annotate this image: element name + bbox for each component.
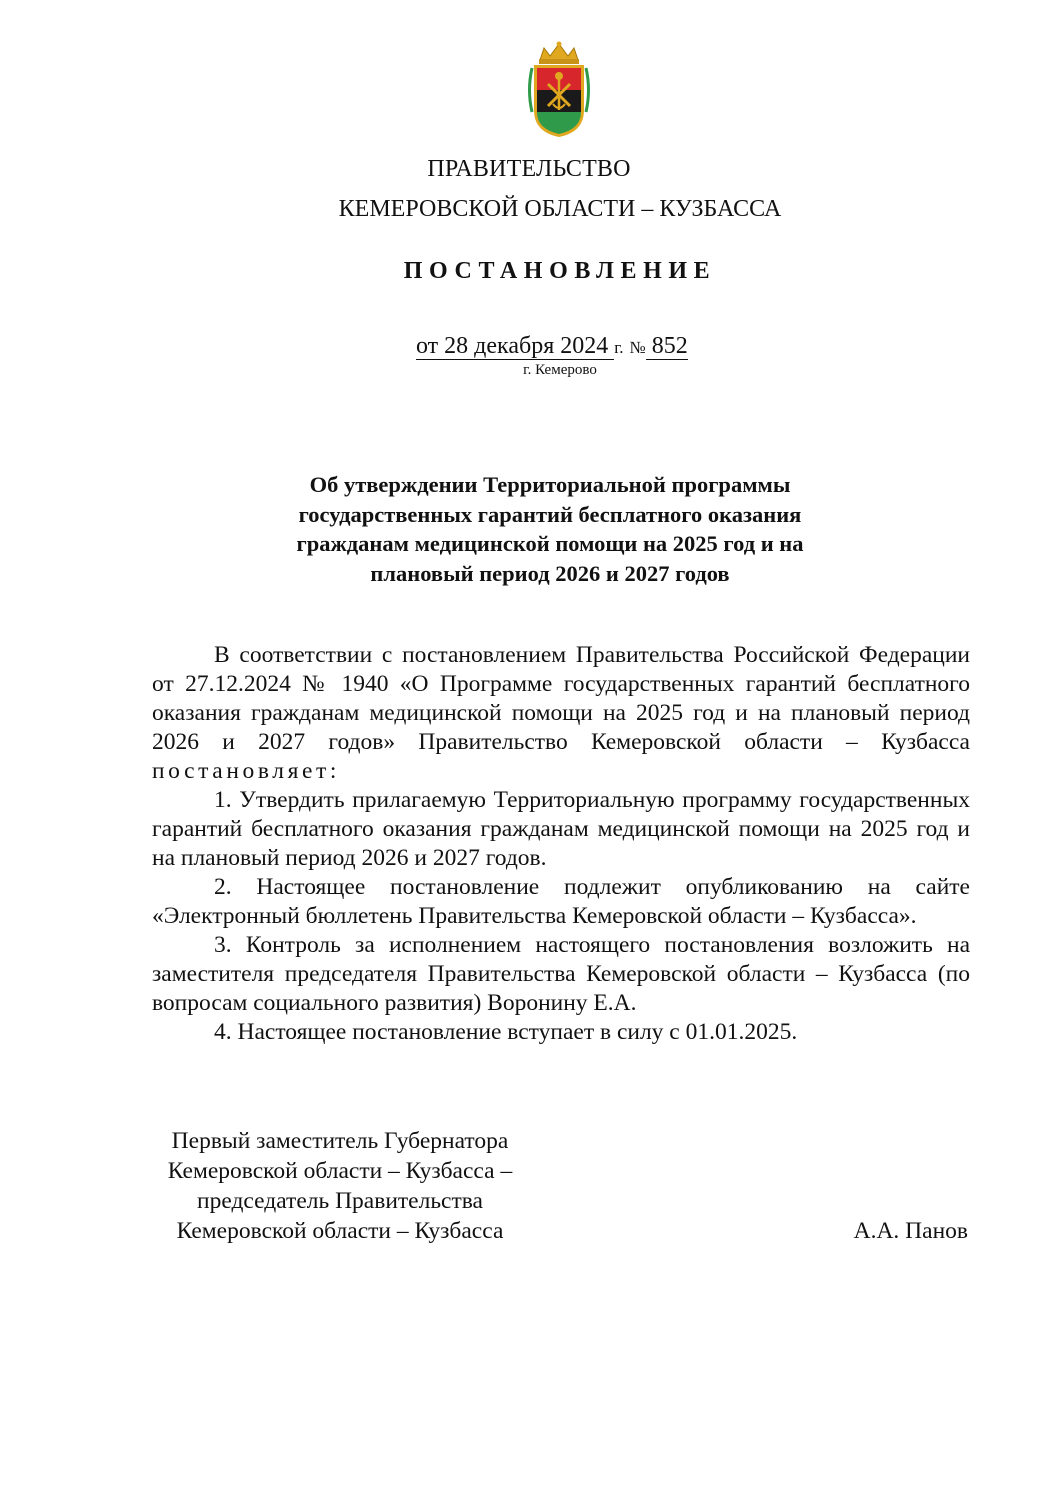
date-number-line	[416, 331, 688, 363]
signatory-name: А.А. Панов	[853, 1218, 968, 1244]
date-field	[416, 333, 614, 360]
decree-item-3: 3. Контроль за исполнением настоящего постановления возложить на заместителя председателя Правительства Кемеровской области – Кузбасса (по вопросам социального развития) Воронину Е.А.	[152, 932, 970, 1016]
title-line: Об утверждении Территориальной программы	[309, 472, 791, 497]
preamble-text: В соответствии с постановлением Правительства Российской Федерации от 27.12.2024 № 1940 «О Программе государственных гарантий бесплатного оказания гражданам медицинской помощи на 2025 год и на плановый период 2026 и 2027 годов» Правительство Кемеровской области – Кузбасса	[152, 642, 970, 755]
signatory-title-line: председатель Правительства	[197, 1188, 483, 1214]
document-type: ПОСТАНОВЛЕНИЕ	[403, 258, 717, 284]
coat-of-arms-icon	[526, 40, 592, 140]
decree-item-1: 1. Утвердить прилагаемую Территориальную программу государственных гарантий бесплатного оказания гражданам медицинской помощи на 2025 год и на плановый период 2026 и 2027 годов.	[152, 787, 970, 871]
title-line: плановый период 2026 и 2027 годов	[370, 560, 730, 586]
city-name: г. Кемерово	[523, 362, 597, 378]
title-line: государственных гарантий бесплатного оказания	[298, 501, 802, 527]
title-line: гражданам медицинской помощи на 2025 год и на	[296, 531, 804, 556]
signatory-title	[140, 1126, 540, 1246]
number-sign: №	[629, 338, 646, 357]
signatory-title-line: Кемеровской области – Кузбасса	[176, 1218, 504, 1244]
decree-item-4: 4. Настоящее постановление вступает в силу с 01.01.2025.	[214, 1019, 798, 1045]
document-number	[646, 333, 688, 360]
government-name-line2: КЕМЕРОВСКОЙ ОБЛАСТИ – КУЗБАССА	[338, 196, 782, 222]
preamble-decree: постановляет:	[152, 758, 341, 784]
signatory-title-line: Первый заместитель Губернатора	[171, 1128, 509, 1154]
date-prefix: от	[416, 333, 439, 359]
document-number-value: 852	[651, 333, 688, 359]
signatory-title-line: Кемеровской области – Кузбасса –	[167, 1158, 513, 1184]
year-suffix: г.	[614, 338, 624, 357]
date-value: 28 декабря 2024	[444, 333, 609, 359]
document-body	[152, 641, 970, 1047]
preamble-paragraph	[152, 641, 970, 786]
decree-item-2: 2. Настоящее постановление подлежит опубликованию на сайте «Электронный бюллетень Правительства Кемеровской области – Кузбасса».	[152, 874, 970, 929]
document-title	[200, 470, 900, 588]
government-name-line1: ПРАВИТЕЛЬСТВО	[427, 156, 631, 182]
